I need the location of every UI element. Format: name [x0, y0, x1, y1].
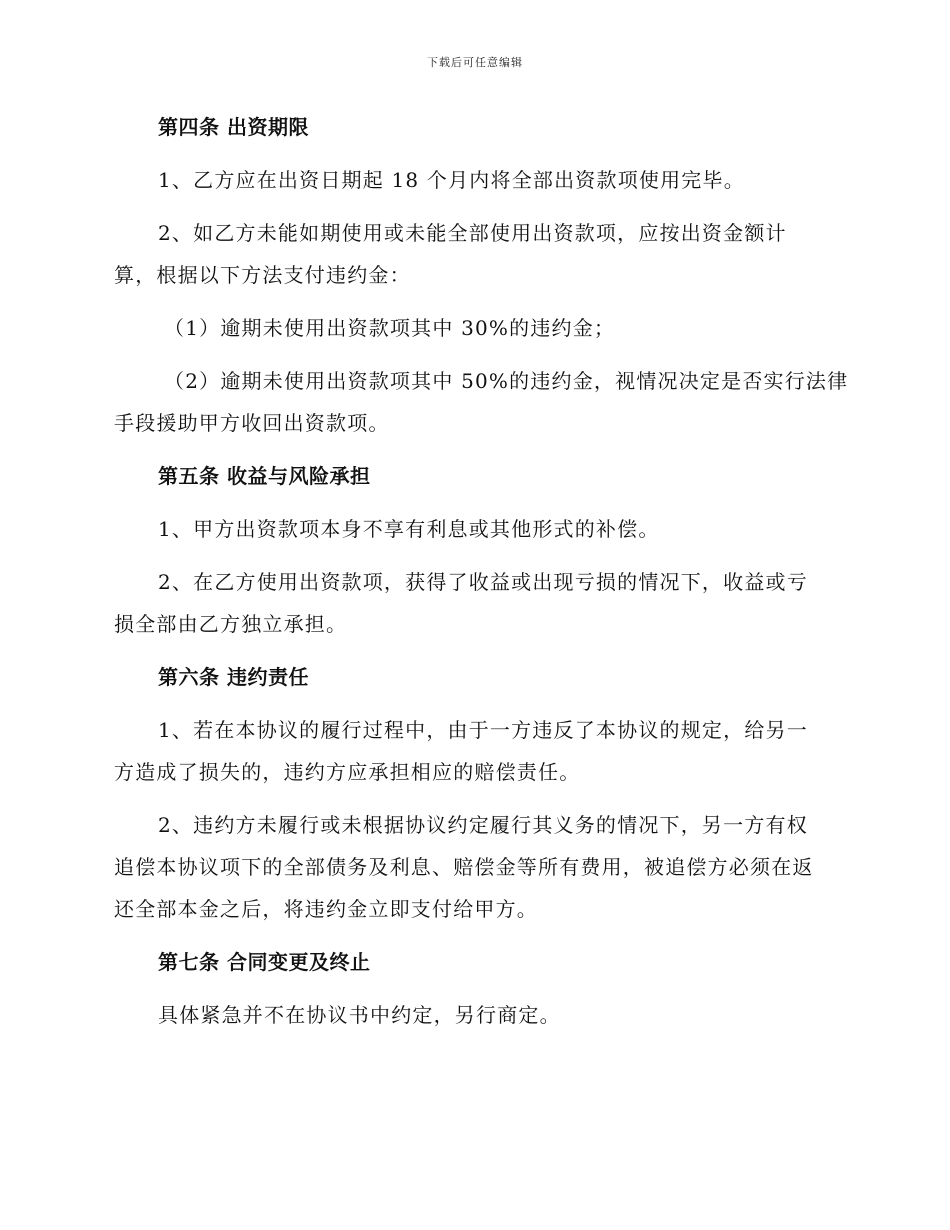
- section-heading-7: 第七条 合同变更及终止: [158, 950, 371, 974]
- paragraph-line: 具体紧急并不在协议书中约定，另行商定。: [158, 1003, 561, 1027]
- section-heading-6: 第六条 违约责任: [158, 665, 309, 689]
- document-body: [114, 106, 849, 1036]
- paragraph-line: 还全部本金之后，将违约金立即支付给甲方。: [114, 897, 538, 921]
- paragraph-line: 1、若在本协议的履行过程中，由于一方违反了本协议的规定，给另一: [158, 718, 808, 742]
- paragraph-line: 1、乙方应在出资日期起 18 个月内将全部出资款项使用完毕。: [158, 168, 745, 192]
- paragraph-line: 2、在乙方使用出资款项，获得了收益或出现亏损的情况下，收益或亏: [158, 570, 808, 594]
- section-heading-5: 第五条 收益与风险承担: [158, 464, 371, 488]
- list-item: （1）逾期未使用出资款项其中 30%的违约金；: [164, 316, 616, 340]
- paragraph-line: 2、如乙方未能如期使用或未能全部使用出资款项，应按出资金额计: [158, 221, 787, 245]
- paragraph-line: 2、违约方未履行或未根据协议约定履行其义务的情况下，另一方有权: [158, 813, 808, 837]
- paragraph-line: 追偿本协议项下的全部债务及利息、赔偿金等所有费用，被追偿方必须在返: [114, 855, 814, 879]
- paragraph-line: 手段援助甲方收回出资款项。: [114, 411, 390, 435]
- paragraph-line: 算，根据以下方法支付违约金：: [114, 263, 411, 287]
- paragraph-line: 1、甲方出资款项本身不享有利息或其他形式的补偿。: [158, 517, 660, 541]
- section-heading-4: 第四条 出资期限: [158, 115, 309, 139]
- paragraph-line: 损全部由乙方独立承担。: [114, 612, 348, 636]
- paragraph-line: 方造成了损失的，违约方应承担相应的赔偿责任。: [114, 760, 581, 784]
- list-item: （2）逾期未使用出资款项其中 50%的违约金，视情况决定是否实行法律: [164, 369, 849, 393]
- page-header: 下载后可任意编辑: [427, 56, 523, 69]
